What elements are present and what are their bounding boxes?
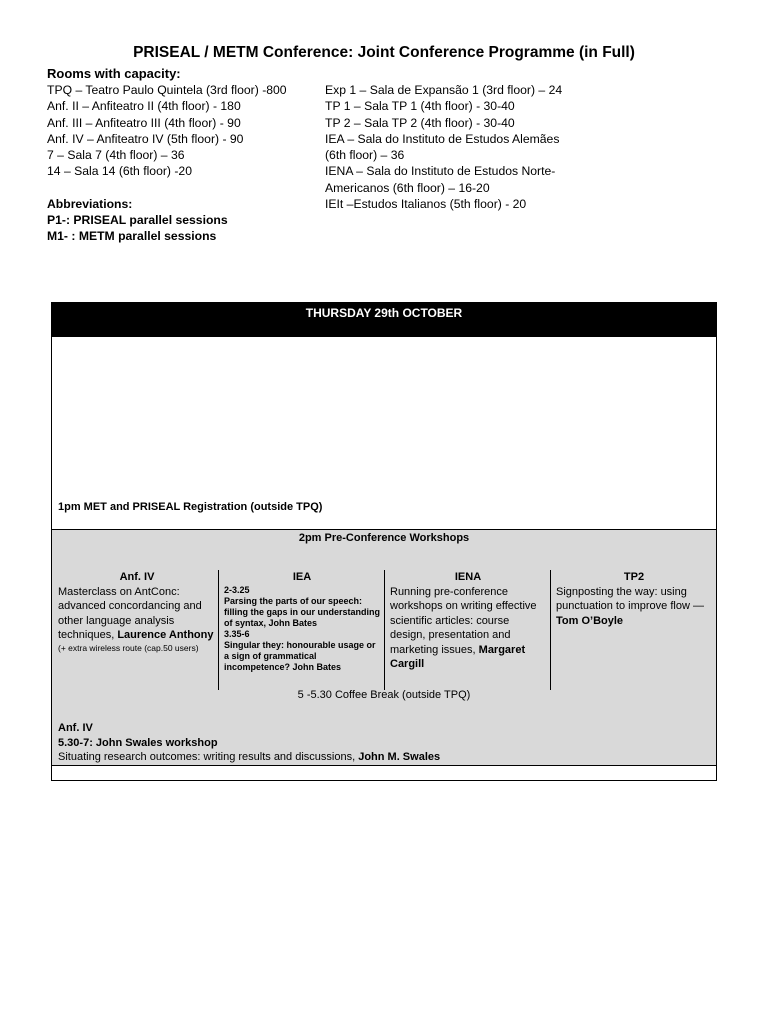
column-divider [384,570,385,690]
session-description [58,751,440,763]
workshop-author: Laurence Anthony [117,629,214,641]
room-item: IEIt –Estudos Italianos (5th floor) - 20 [325,197,527,212]
coffee-break: 5 -5.30 Coffee Break (outside TPQ) [297,689,471,701]
column-divider [218,570,219,690]
rooms-list-right [325,82,562,212]
registration-text: 1pm MET and PRISEAL Registration (outside TPQ) [58,501,323,513]
talk-title: Singular they: honourable usage or a sign of grammatical incompetence? John Bates [224,639,376,672]
page-title: PRISEAL / METM Conference: Joint Conference Programme (in Full) [133,44,635,61]
workshop-room: IENA [454,571,482,583]
room-item: Anf. III – Anfiteatro III (4th floor) - 90 [47,115,241,130]
workshop-column-iea [224,570,380,690]
workshop-room: TP2 [623,571,645,583]
session-author: John M. Swales [358,751,441,763]
room-item: IENA – Sala do Instituto de Estudos Norte- [325,164,556,179]
divider [52,765,716,766]
workshops-title: 2pm Pre-Conference Workshops [298,532,470,544]
talk-time: 3.35-6 [224,628,250,639]
workshop-column-anf4 [58,570,216,690]
room-item: TPQ – Teatro Paulo Quintela (3rd floor) -800 [47,83,287,97]
talk-time: 2-3.25 [224,584,250,595]
room-item: TP 1 – Sala TP 1 (4th floor) - 30-40 [325,99,515,114]
workshop-text: Masterclass on AntConc: advanced concordancing and other language analysis techniques, [58,585,202,641]
room-item: Exp 1 – Sala de Expansão 1 (3rd floor) – 24 [325,83,563,97]
session-desc-text: Situating research outcomes: writing results and discussions, [58,751,356,763]
workshop-room: Anf. IV [119,571,155,583]
day-header: THURSDAY 29th OCTOBER [52,303,716,337]
workshop-author: Margaret Cargill [390,643,526,670]
talk-title: Parsing the parts of our speech: filling the gaps in our understanding of syntax, John Bates [224,595,380,628]
room-item: 7 – Sala 7 (4th floor) – 36 [47,148,185,163]
workshop-text: Signposting the way: using punctuation to improve flow — [556,585,704,612]
room-item: 14 – Sala 14 (6th floor) -20 [47,164,192,179]
rooms-heading: Rooms with capacity: [47,66,181,81]
abbreviations-heading: Abbreviations: [47,196,133,211]
room-item: IEA – Sala do Instituto de Estudos Alemães [325,131,560,146]
room-item: (6th floor) – 36 [325,148,405,163]
schedule-table [51,302,717,781]
session-time: 5.30-7: John Swales workshop [58,737,218,749]
workshop-column-iena [390,570,546,690]
room-item: Anf. IV – Anfiteatro IV (5th floor) - 90 [47,131,244,146]
workshop-text: Running pre-conference workshops on writing effective scientific articles: course design, presentation and marketing issues, [390,585,537,656]
workshop-note: (+ extra wireless route (cap.50 users) [58,642,199,653]
workshop-room: IEA [292,571,312,583]
rooms-list-left [47,82,287,245]
room-item: Americanos (6th floor) – 16-20 [325,180,490,195]
abbreviation-item: M1- : METM parallel sessions [47,229,217,244]
workshop-column-tp2 [556,570,712,690]
room-item: TP 2 – Sala TP 2 (4th floor) - 30-40 [325,115,515,130]
workshop-author: Tom O’Boyle [556,614,624,627]
evening-session [58,721,218,751]
column-divider [550,570,551,690]
session-room: Anf. IV [58,722,93,734]
room-item: Anf. II – Anfiteatro II (4th floor) - 180 [47,99,241,114]
abbreviation-item: P1-: PRISEAL parallel sessions [47,213,228,228]
